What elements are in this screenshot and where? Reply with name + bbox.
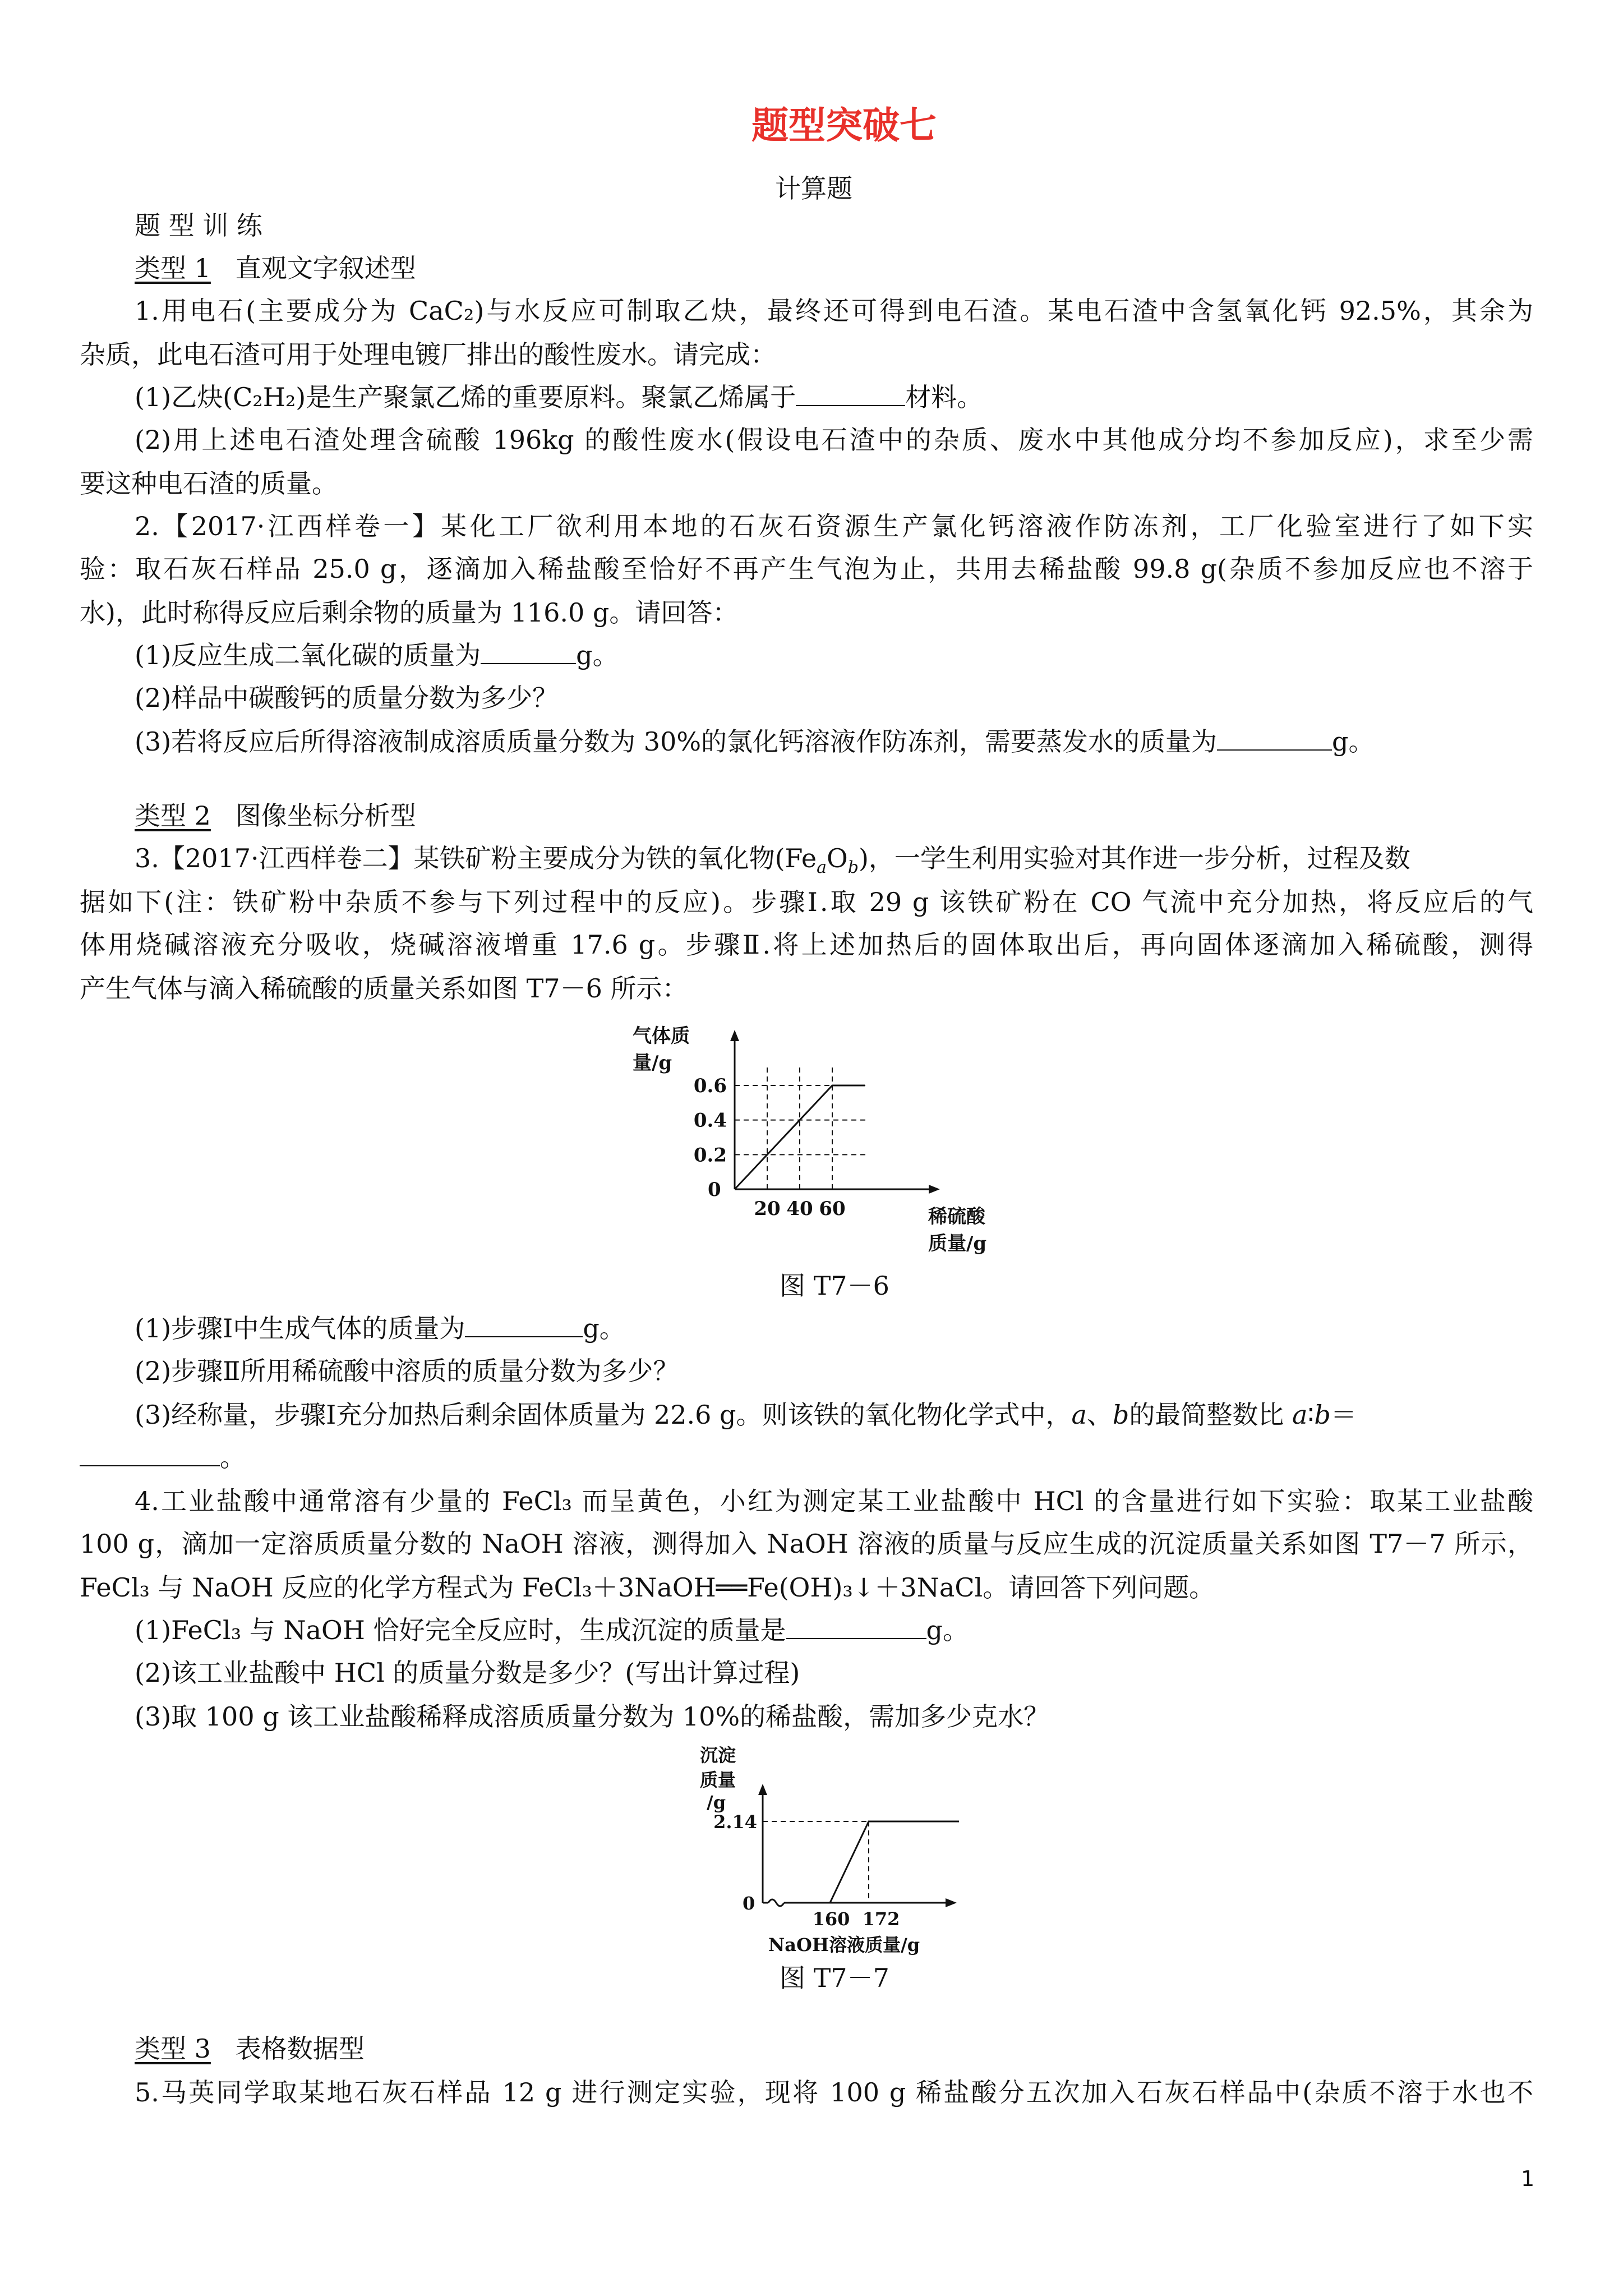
q3-sep: 、 [1086,1400,1113,1430]
chart1-series-line [735,1085,865,1189]
q3-formula-sub-b: b [847,858,859,878]
chart2-axis-break [768,1899,784,1906]
chart1-origin: 0 [708,1179,721,1201]
chart1-ytick-0: 0.2 [693,1144,727,1167]
chart2-xtick-0: 160 [812,1908,850,1930]
q2-line-1: 2.【2017·江西样卷一】某化工厂欲利用本地的石灰石资源生产氯化钙溶液作防冻剂，工厂化验室进行了如下实 [135,511,1533,541]
q4-line-3: FeCl₃ 与 NaOH 反应的化学方程式为 FeCl₃＋3NaOH══Fe(OH)₃↓＋3NaCl。请回答下列问题。 [80,1572,1215,1603]
q1-part-1 [135,381,983,413]
q3-line-1-tail: )，一学生利用实验对其作进一步分析，过程及数 [858,843,1410,873]
q4-line-2: 100 g，滴加一定溶质质量分数的 NaOH 溶液，测得加入 NaOH 溶液的质量与反应生成的沉淀质量关系如图 T7－7 所示， [80,1529,1533,1559]
q3-part-1-blank[interactable] [465,1316,583,1337]
q2-part-1 [135,639,619,671]
q1-line-2: 杂质，此电石渣可用于处理电镀厂排出的酸性废水。请完成： [80,339,776,370]
type-3-label: 类型 3 [135,2033,211,2064]
q2-part-3-tail: g。 [1332,726,1375,757]
q3-part-3-line-2 [80,1442,246,1473]
page-title: 题型突破七 [751,103,937,147]
type-3-heading [135,2033,365,2064]
q4-part-1-text: (1)FeCl₃ 与 NaOH 恰好完全反应时，生成沉淀的质量是 [135,1615,786,1645]
type-1-name: 直观文字叙述型 [235,253,416,283]
q4-part-1-tail: g。 [926,1615,969,1645]
type-2-heading [135,800,416,831]
q3-part-1-tail: g。 [583,1313,625,1343]
q2-part-1-tail: g。 [576,640,619,670]
chart2-origin: 0 [743,1893,755,1914]
q3-formula-sub-a: a [817,858,827,878]
chart1-x-arrow [929,1185,940,1194]
figure-t7-7-caption: 图 T7－7 [780,1963,889,1993]
chart1-xtick-1: 40 [786,1198,813,1220]
chart1-xlabel-line1: 稀硫酸 [928,1205,985,1228]
figure-t7-7-chart [690,1739,1004,1963]
q3-part-3-text: (3)经称量，步骤Ⅰ充分加热后剩余固体质量为 22.6 g。则该铁的氧化物化学式中， [135,1400,1072,1430]
figure-t7-6-chart [617,1015,1021,1262]
chart2-x-arrow [946,1898,957,1907]
q1-part-2-line-1: (2)用上述电石渣处理含硫酸 196kg 的酸性废水(假设电石渣中的杂质、废水中其他成分均不参加反应)，求至少需 [135,425,1533,455]
chart1-xlabel-line2: 质量/g [928,1232,987,1255]
q3-var-a: a [1071,1400,1087,1430]
chart1-ylabel-line1: 气体质 [633,1025,690,1047]
q3-part-2: (2)步骤Ⅱ所用稀硫酸中溶质的质量分数为多少？ [135,1356,679,1386]
section-heading: 题 型 训 练 [135,210,262,241]
q2-line-2: 验：取石灰石样品 25.0 g，逐滴加入稀盐酸至恰好不再产生气泡为止，共用去稀盐酸 99.8 g(杂质不参加反应也不溶于 [80,554,1533,584]
q3-part-3-end: 。 [220,1442,246,1473]
q1-part-1-text: (1)乙炔(C₂H₂)是生产聚氯乙烯的重要原料。聚氯乙烯属于 [135,382,796,412]
q1-part-1-tail: 材料。 [905,382,983,412]
q3-ratio-eq: ＝ [1330,1400,1357,1430]
q3-line-1-text: 3.【2017·江西样卷二】某铁矿粉主要成分为铁的氧化物(Fe [135,843,817,873]
q3-line-3: 体用烧碱溶液充分吸收，烧碱溶液增重 17.6 g。步骤Ⅱ.将上述加热后的固体取出后，再向固体逐滴加入稀硫酸，测得 [80,930,1533,960]
q3-part-3-mid: 的最简整数比 [1129,1400,1284,1430]
chart2-ylabel-line2: 质量 [700,1769,736,1791]
q4-part-1-blank[interactable] [786,1618,926,1639]
q3-formula-o: O [827,843,848,873]
q4-part-2: (2)该工业盐酸中 HCl 的质量分数是多少？(写出计算过程) [135,1658,800,1688]
chart2-xtick-1: 172 [862,1908,900,1930]
q1-part-2-line-2: 要这种电石渣的质量。 [80,468,338,499]
chart2-series-line [830,1821,959,1903]
type-2-label: 类型 2 [135,800,211,831]
q2-line-3: 水)，此时称得反应后剩余物的质量为 116.0 g。请回答： [80,597,739,628]
chart1-xtick-0: 20 [754,1198,781,1220]
q2-part-3-text: (3)若将反应后所得溶液制成溶质质量分数为 30%的氯化钙溶液作防冻剂，需要蒸发水的质量为 [135,726,1218,757]
chart1-ytick-2: 0.6 [693,1075,727,1097]
type-2-name: 图像坐标分析型 [235,800,416,831]
q3-part-1 [135,1313,625,1344]
q3-ratio-a: a [1292,1400,1308,1430]
chart2-ylabel-line1: 沉淀 [700,1745,736,1766]
q4-part-3: (3)取 100 g 该工业盐酸稀释成溶质质量分数为 10%的稀盐酸，需加多少克水？ [135,1701,1050,1732]
q2-part-1-text: (1)反应生成二氧化碳的质量为 [135,640,481,670]
q3-ratio-colon: ∶ [1307,1400,1315,1430]
figure-t7-6-caption: 图 T7－6 [780,1271,889,1301]
q2-part-3-blank[interactable] [1217,729,1332,751]
q3-part-3 [135,1399,1357,1430]
page-number: 1 [1521,2166,1535,2191]
type-1-heading [135,252,416,284]
q3-part-3-blank[interactable] [80,1445,220,1466]
q5-line-1: 5.马英同学取某地石灰石样品 12 g 进行测定实验，现将 100 g 稀盐酸分五次加入石灰石样品中(杂质不溶于水也不 [135,2077,1533,2108]
q3-line-1 [135,843,1410,884]
q1-line-1: 1.用电石(主要成分为 CaC₂)与水反应可制取乙炔，最终还可得到电石渣。某电石渣中含氢氧化钙 92.5%，其余为 [135,296,1533,326]
q1-part-1-blank[interactable] [796,385,905,406]
type-1-label: 类型 1 [135,253,211,283]
q3-part-1-text: (1)步骤Ⅰ中生成气体的质量为 [135,1313,465,1343]
chart2-group [700,1745,959,1955]
q4-line-1: 4.工业盐酸中通常溶有少量的 FeCl₃ 而呈黄色，小红为测定某工业盐酸中 HCl 的含量进行如下实验：取某工业盐酸 [135,1486,1533,1516]
page-subtitle: 计算题 [775,173,852,204]
chart2-ytick-0: 2.14 [713,1811,757,1833]
q2-part-1-blank[interactable] [481,643,576,664]
type-3-name: 表格数据型 [235,2033,365,2064]
q3-line-2: 据如下(注：铁矿粉中杂质不参与下列过程中的反应)。步骤Ⅰ.取 29 g 该铁矿粉在 CO 气流中充分加热，将反应后的气 [80,887,1533,917]
chart2-y-arrow [758,1784,767,1795]
chart2-xlabel: NaOH溶液质量/g [768,1934,920,1955]
chart1-ytick-1: 0.4 [693,1109,727,1132]
chart1-group [633,1025,986,1255]
q3-line-4: 产生气体与滴入稀硫酸的质量关系如图 T7－6 所示： [80,973,688,1004]
chart1-xtick-2: 60 [819,1198,846,1220]
q3-ratio-b: b [1314,1400,1331,1430]
chart2-ylabel-line3: /g [707,1792,726,1813]
q4-part-1 [135,1614,969,1646]
q2-part-3 [135,726,1374,757]
chart1-ylabel-line2: 量/g [633,1052,672,1074]
q2-part-2: (2)样品中碳酸钙的质量分数为多少？ [135,683,559,713]
chart1-y-arrow [730,1030,739,1041]
q3-var-b: b [1112,1400,1129,1430]
